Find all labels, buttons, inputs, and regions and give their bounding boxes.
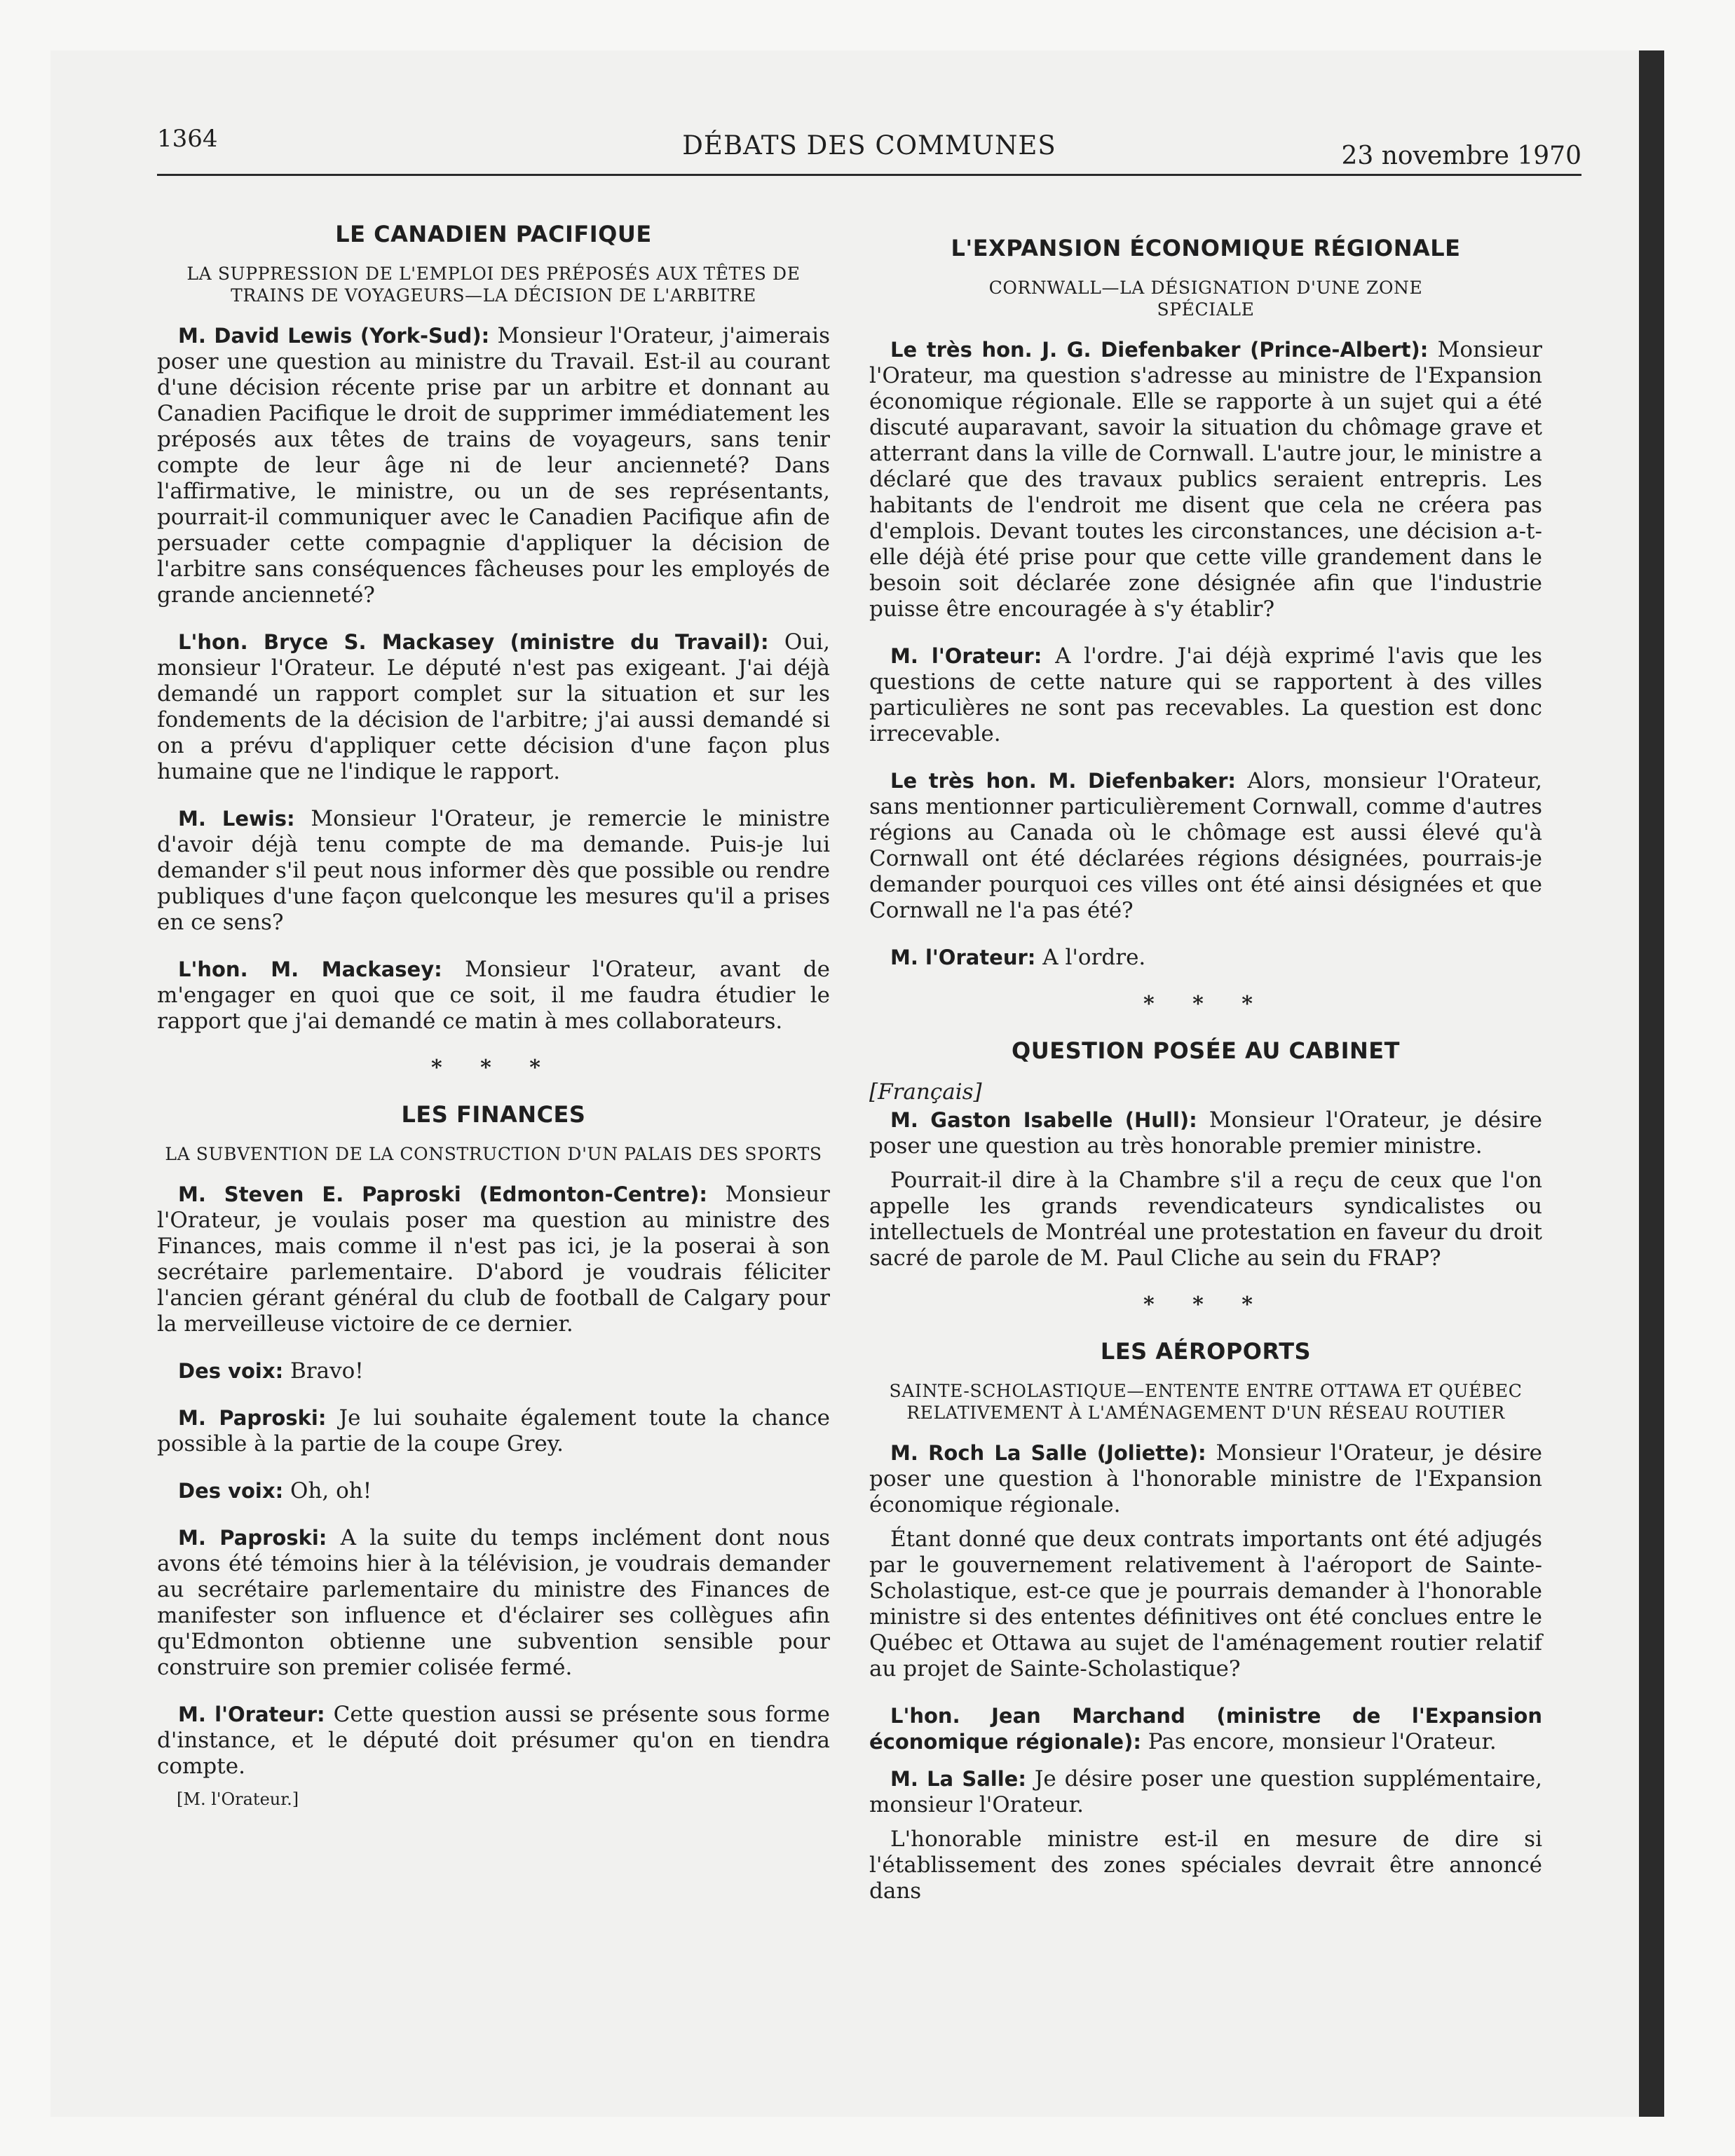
speech-paragraph xyxy=(157,1702,830,1780)
speech-text: Monsieur l'Orateur, je désire poser une question à l'honorable ministre de l'Expansion économique régionale. xyxy=(869,1440,1543,1517)
speech-text: A la suite du temps inclément dont nous avons été témoins hier à la télévision, je voudrais demander au secrétaire parlementaire du ministre des Finances de manifester son influence et d'éclairer ses collègues afin qu'Edmonton obtienne une subvention sensible pour construire son premier colisée fermé. xyxy=(157,1525,830,1680)
language-marker: [Français] xyxy=(869,1079,982,1105)
speech-text: Monsieur l'Orateur, je désire poser une question au très honorable premier ministre. xyxy=(869,1107,1543,1159)
speaker-name: M. Steven E. Paproski (Edmonton-Centre): xyxy=(178,1182,707,1206)
speaker-name: M. l'Orateur: xyxy=(178,1703,325,1726)
speech-paragraph xyxy=(869,643,1542,747)
speech-paragraph xyxy=(869,945,1542,971)
speech-paragraph xyxy=(869,1827,1542,1904)
section-subtitle: CORNWALL—LA DÉSIGNATION D'UNE ZONE SPÉCIALE xyxy=(988,278,1423,320)
speech-paragraph xyxy=(157,1525,830,1681)
speech-paragraph xyxy=(869,337,1542,622)
speaker-name: M. La Salle: xyxy=(890,1767,1026,1791)
section-title: LES FINANCES xyxy=(401,1101,586,1128)
speech-paragraph xyxy=(869,1527,1542,1682)
speech-text: Monsieur l'Orateur, j'aimerais poser une question au ministre du Travail. Est-il au courant d'une décision récente prise par un arbitre et donnant au Canadien Pacifique le droit de supprimer immédiatement les préposés aux têtes de trains de voyageurs, sans tenir compte de leur âge ni de leur ancienneté? Dans l'affirmative, le ministre, ou un de ses représentants, pourrait-il communiquer avec le Canadien Pacifique afin de persuader cette compagnie d'appliquer la décision de l'arbitre sans conséquences fâcheuses pour les employés de grande ancienneté? xyxy=(157,323,831,608)
section-title: LE CANADIEN PACIFIQUE xyxy=(335,221,652,247)
speaker-name: Des voix: xyxy=(178,1479,284,1503)
column-footer-note: [M. l'Orateur.] xyxy=(177,1789,299,1809)
speech-text: Monsieur l'Orateur, je voulais poser ma question au ministre des Finances, mais comme il n'est pas ici, je la poserai à son secrétaire parlementaire. D'abord je voudrais féliciter l'ancien gérant général du club de football de Calgary pour la merveilleuse victoire de ce dernier. xyxy=(157,1182,830,1337)
speech-paragraph xyxy=(157,629,830,785)
speaker-name: M. Paproski: xyxy=(178,1406,327,1430)
publication-title: DÉBATS DES COMMUNES xyxy=(682,130,1056,161)
speech-text: L'honorable ministre est-il en mesure de dire si l'établissement des zones spéciales devrait être annoncé dans xyxy=(869,1827,1542,1904)
speaker-name: M. David Lewis (York-Sud): xyxy=(178,324,490,348)
right-column xyxy=(869,235,1542,1925)
speech-text: Étant donné que deux contrats importants ont été adjugés par le gouvernement relativement à l'aéroport de Sainte-Scholastique, est-ce que je pourrais demander à l'honorable ministre si des ententes définitives ont été conclues entre le Québec et Ottawa au sujet de l'aménagement routier relatif au projet de Sainte-Scholastique? xyxy=(869,1527,1542,1681)
speech-text: A l'ordre. J'ai déjà exprimé l'avis que les questions de cette nature qui se rapportent à des villes particulières ne sont pas recevables. La question est donc irrecevable. xyxy=(869,643,1543,746)
speech-paragraph xyxy=(157,1478,830,1504)
speech-text: Je lui souhaite également toute la chance possible à la partie de la coupe Grey. xyxy=(157,1405,830,1456)
speech-paragraph xyxy=(869,1703,1542,1755)
speaker-name: M. Roch La Salle (Joliette): xyxy=(890,1441,1206,1465)
section-title: LES AÉROPORTS xyxy=(1100,1338,1312,1365)
speech-text: Bravo! xyxy=(283,1358,364,1384)
section-separator: * * * xyxy=(431,1056,556,1080)
section-title: L'EXPANSION ÉCONOMIQUE RÉGIONALE xyxy=(951,235,1461,261)
section-separator: * * * xyxy=(1143,1292,1268,1317)
speaker-name: M. l'Orateur: xyxy=(890,946,1036,969)
section-title: QUESTION POSÉE AU CABINET xyxy=(1012,1037,1400,1064)
speaker-name: Le très hon. M. Diefenbaker: xyxy=(890,769,1237,793)
speaker-name: L'hon. Jean Marchand (ministre de l'Expansion économique régionale): xyxy=(869,1704,1542,1754)
speech-text: Monsieur l'Orateur, je remercie le ministre d'avoir déjà tenu compte de ma demande. Puis-je lui demander s'il peut nous informer dès que possible ou rendre publiques d'une façon quelconque les mesures qu'il a prises en ce sens? xyxy=(157,806,830,935)
speech-text: Je désire poser une question supplémentaire, monsieur l'Orateur. xyxy=(869,1766,1542,1817)
speaker-name: M. Paproski: xyxy=(178,1526,327,1550)
speech-text: Monsieur l'Orateur, ma question s'adresse au ministre de l'Expansion économique régionale. Elle se rapporte à un sujet qui a été discuté auparavant, savoir la situation du chômage grave et atterrant dans la ville de Cornwall. L'autre jour, le ministre a déclaré que des travaux publics seraient entrepris. Les habitants de l'endroit me disent que cela ne créera pas d'emplois. Devant toutes les circonstances, une décision a-t-elle déjà été prise pour que cette ville grandement dans le besoin soit déclarée zone désignée afin que l'industrie puisse être encouragée à s'y établir? xyxy=(869,337,1542,622)
speaker-name: L'hon. M. Mackasey: xyxy=(178,957,442,981)
speech-text: Oui, monsieur l'Orateur. Le député n'est pas exigeant. J'ai déjà demandé un rapport complet sur la situation et sur les fondements de la décision de l'arbitre; j'ai aussi demandé si on a prévu d'appliquer cette décision d'une façon plus humaine que ne l'indique le rapport. xyxy=(157,629,830,784)
speech-paragraph xyxy=(157,806,830,936)
speech-paragraph xyxy=(869,1766,1542,1818)
speech-text: Pas encore, monsieur l'Orateur. xyxy=(1141,1729,1497,1754)
speech-text: Cette question aussi se présente sous forme d'instance, et le député doit présumer qu'on en tiendra compte. xyxy=(157,1702,830,1779)
speech-text: A l'ordre. xyxy=(1035,945,1146,970)
speech-paragraph xyxy=(157,1358,830,1384)
section-subtitle: LA SUPPRESSION DE L'EMPLOI DES PRÉPOSÉS AUX TÊTES DE TRAINS DE VOYAGEURS—LA DÉCISION DE L'ARBITRE xyxy=(186,264,801,306)
page-header xyxy=(157,118,1581,176)
speaker-name: L'hon. Bryce S. Mackasey (ministre du Travail): xyxy=(178,630,769,654)
speaker-name: Des voix: xyxy=(178,1359,284,1383)
speech-paragraph xyxy=(869,1168,1542,1271)
section-subtitle: SAINTE-SCHOLASTIQUE—ENTENTE ENTRE OTTAWA ET QUÉBEC RELATIVEMENT À L'AMÉNAGEMENT D'UN RÉSEAU ROUTIER xyxy=(889,1381,1523,1423)
page-number: 1364 xyxy=(157,125,218,153)
speech-paragraph xyxy=(869,768,1542,924)
speaker-name: Le très hon. J. G. Diefenbaker (Prince-Albert): xyxy=(890,338,1429,362)
page-date: 23 novembre 1970 xyxy=(1341,142,1581,170)
speech-text: Alors, monsieur l'Orateur, sans mentionner particulièrement Cornwall, comme d'autres régions au Canada où le chômage est aussi élevé qu'à Cornwall ont été déclarées régions désignées, pourrais-je demander pourquoi ces villes ont été ainsi désignées et que Cornwall ne l'a pas été? xyxy=(869,768,1542,923)
speaker-name: M. Gaston Isabelle (Hull): xyxy=(890,1108,1197,1132)
speech-text: Pourrait-il dire à la Chambre s'il a reçu de ceux que l'on appelle les grands revendicateurs syndicalistes ou intellectuels de Montréal une protestation en faveur du droit sacré de parole de M. Paul Cliche au sein du FRAP? xyxy=(869,1168,1542,1271)
speech-paragraph xyxy=(869,1440,1542,1518)
section-separator: * * * xyxy=(1143,992,1268,1016)
scan-edge-bar xyxy=(1639,50,1664,2117)
speech-paragraph xyxy=(157,1182,830,1337)
speech-paragraph xyxy=(869,1107,1542,1159)
speech-paragraph xyxy=(157,1405,830,1457)
speech-text: Oh, oh! xyxy=(283,1478,372,1503)
speaker-name: M. l'Orateur: xyxy=(890,644,1042,668)
left-column xyxy=(157,221,830,1809)
speech-text: Monsieur l'Orateur, avant de m'engager en quoi que ce soit, il me faudra étudier le rapport que j'ai demandé ce matin à mes collaborateurs. xyxy=(157,957,830,1034)
speaker-name: M. Lewis: xyxy=(178,807,295,831)
speech-paragraph xyxy=(157,323,830,608)
speech-paragraph xyxy=(157,957,830,1035)
section-subtitle: LA SUBVENTION DE LA CONSTRUCTION D'UN PALAIS DES SPORTS xyxy=(165,1144,822,1164)
